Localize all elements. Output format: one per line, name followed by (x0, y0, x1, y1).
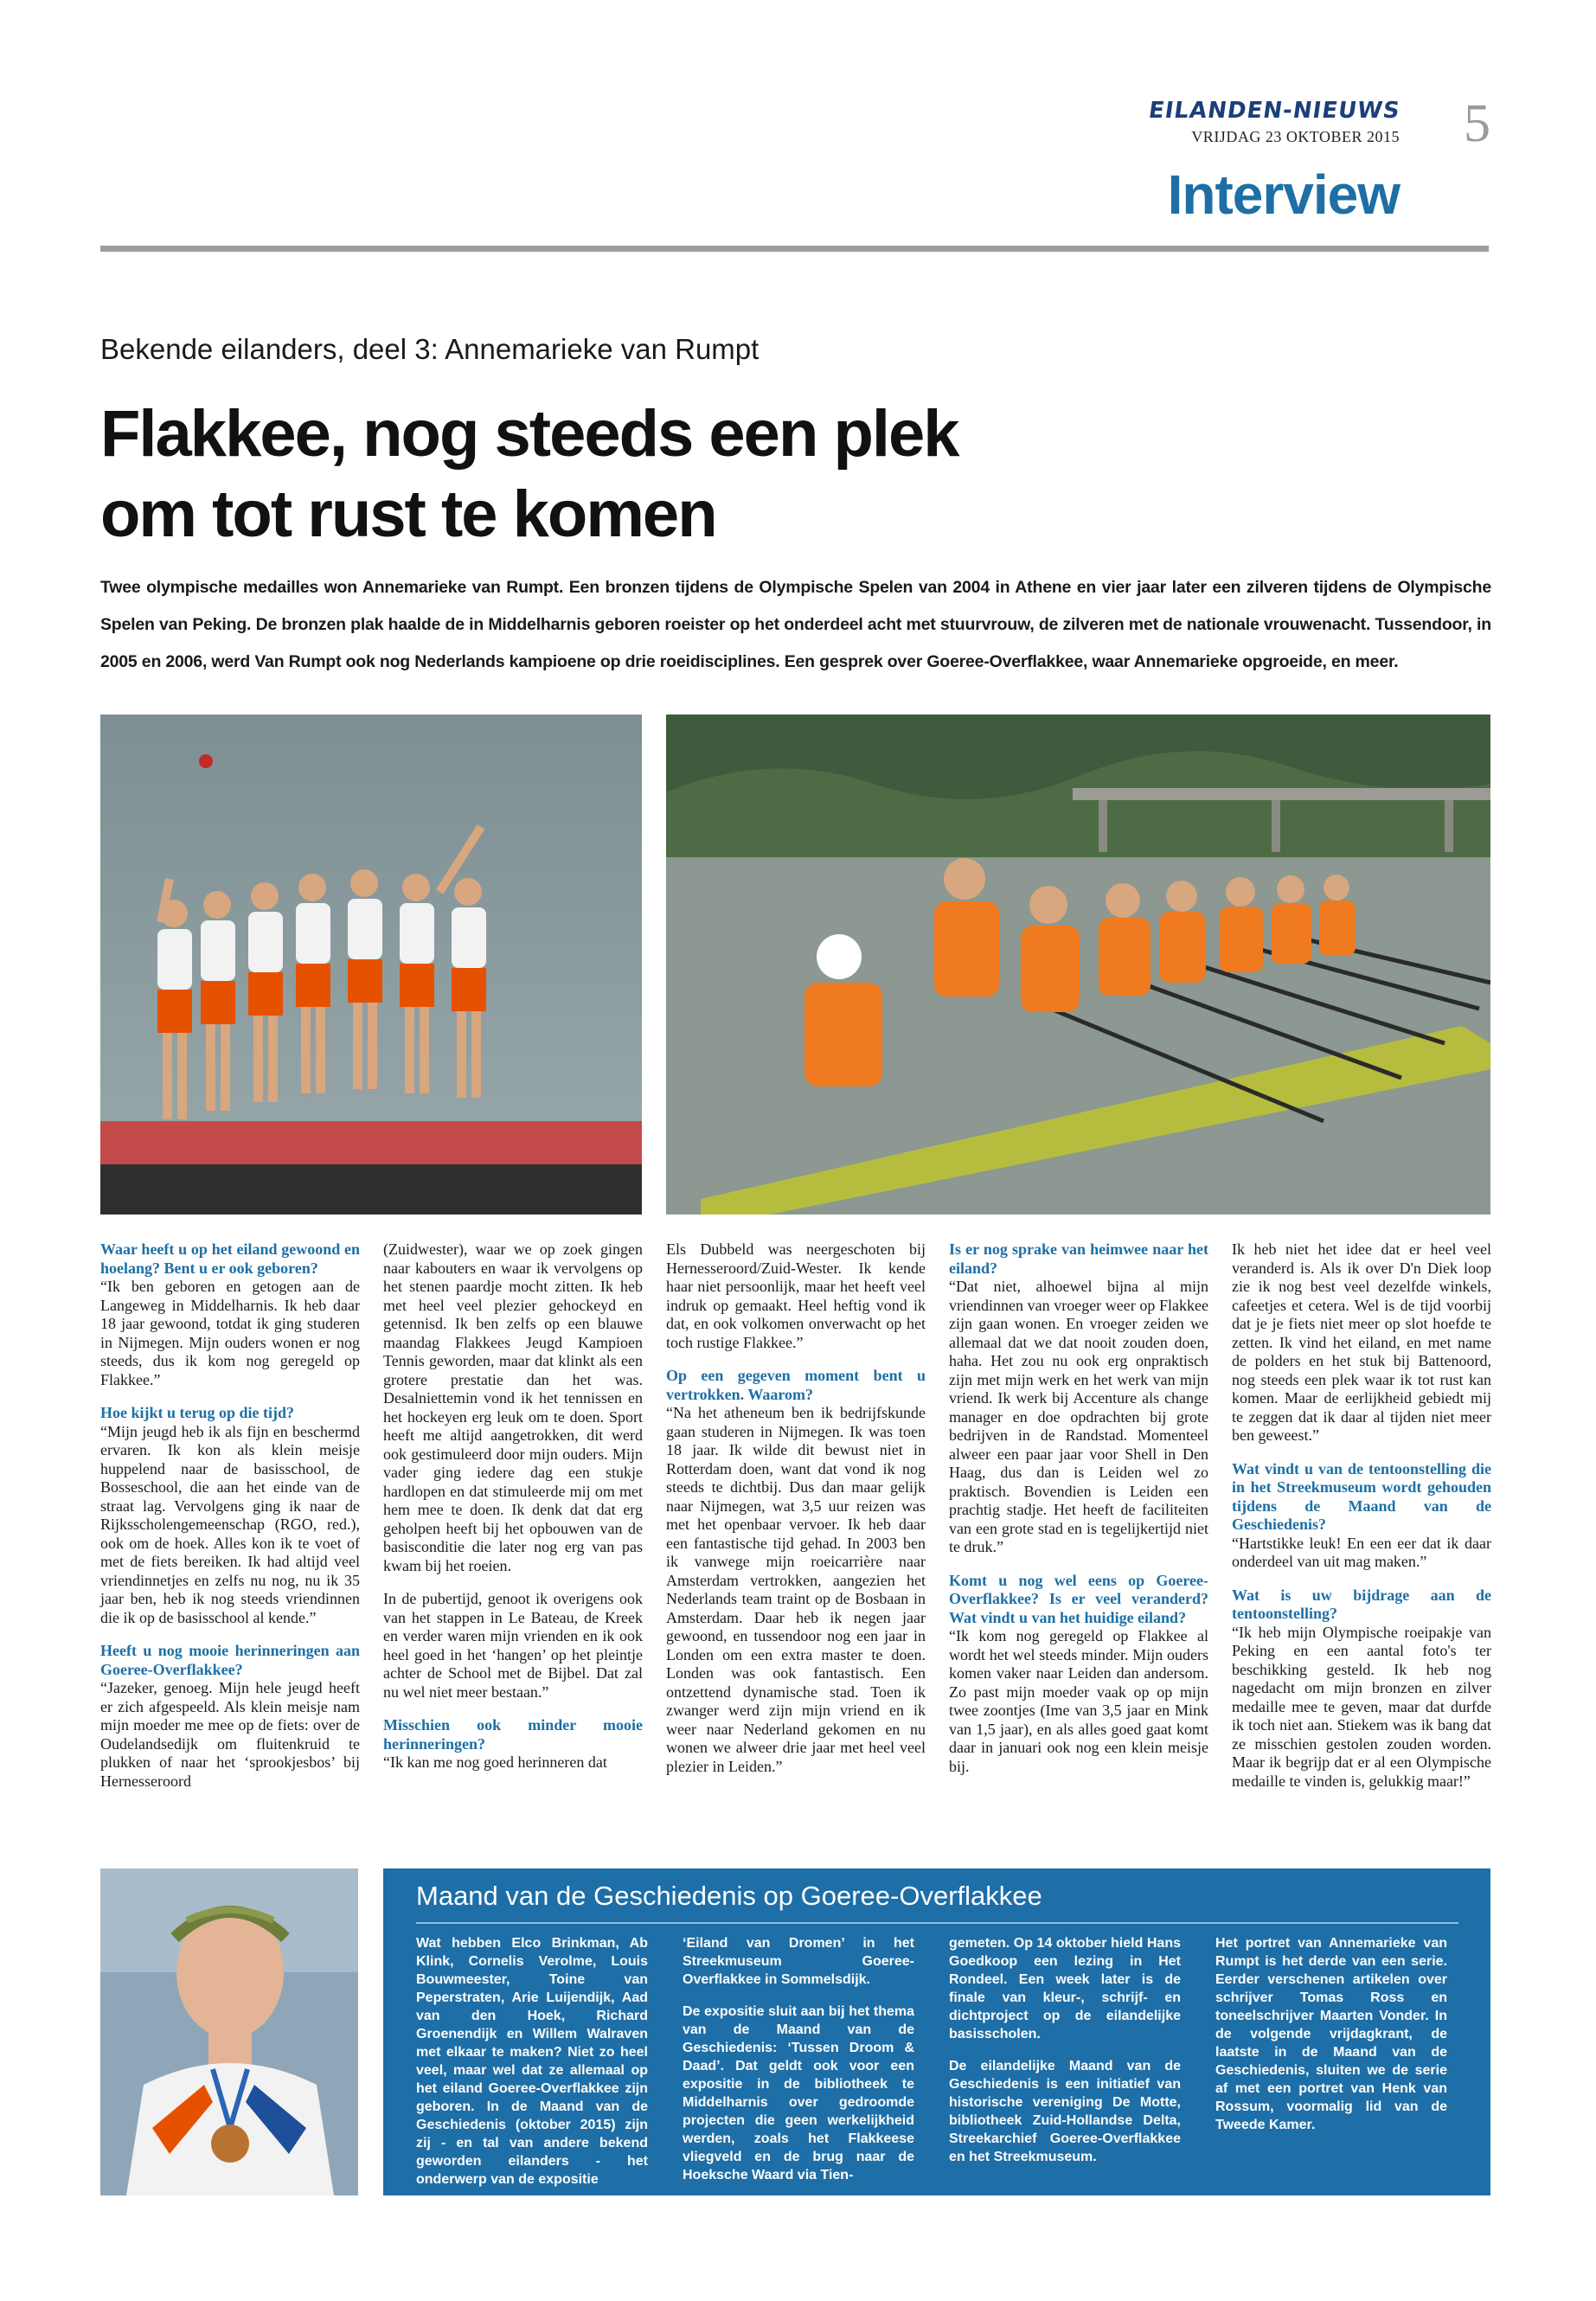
issue-date: VRIJDAG 23 OKTOBER 2015 (1191, 128, 1400, 145)
article-column-5 (1232, 1240, 1491, 1791)
interview-question: Hoe kijkt u terug op die tijd? (100, 1404, 295, 1421)
header-rule (100, 246, 1489, 252)
infobox-paragraph: De expositie sluit aan bij het thema van de Maand van de Geschiedenis: ‘Tussen Droom & Daad’. Dat geldt ook voor een expositie in de bibliotheek te Middelharnis over gedroomde projecten die geen werkelijkheid werden, zoals het Flakkeese vliegveld en de brug naar de Hoeksche Waard via Tien- (683, 2004, 914, 2182)
infobox-paragraph: De eilandelijke Maand van de Geschiedenis is een initiatief van historische vereniging De Motte, bibliotheek Zuid-Hollandse Delta, Streekarchief Goeree-Overflakkee en het Streekmuseum. (949, 2059, 1181, 2164)
infobox-paragraph: ‘Eiland van Dromen’ in het Streekmuseum Goeree-Overflakkee in Sommelsdijk. (683, 1936, 914, 1987)
interview-answer: (Zuidwester), waar we op zoek gingen naar kabouters en waar ik vervolgens op het stenen paardje mocht zitten. Ik heb met heel veel plezier gehockeyd en getennisd. Ik ben zelfs op een blauwe maandag Flakkees Jeugd Kampioen Tennis geworden, maar dat klinkt als een grotere prestatie dan het was. Desalniettemin vond ik het tennissen en het hockeyen erg leuk om te doen. Sport heeft me altijd aangetrokken, dit werd ook gestimuleerd door mijn ouders. Mijn vader ging iedere dag een stukje hardlopen en dat stimuleerde mij om met hem mee te doen. Ik denk dat dat erg geholpen heeft bij het opbouwen van de basisconditie die later nog erg van pas kwam bij het roeien. (383, 1240, 643, 1574)
interview-answer: “Ik heb mijn Olympische roeipakje van Peking en een aantal foto's ter beschikking gesteld. Ik heb nog nagedacht om mijn bronzen en zilver medaille mee te geven, maar dat durfde ik toch niet aan. Stiekem was ik bang dat ze misschien gestolen zouden worden. Maar ik begrijp dat er al een Olympische medaille te vinden is, gelukkig maar!” (1232, 1623, 1491, 1790)
interview-answer: “Ik kan me nog goed herinneren dat (383, 1753, 607, 1771)
photo-rowing-eight (666, 715, 1490, 1215)
page-number: 5 (1464, 94, 1490, 153)
interview-question: Heeft u nog mooie herinneringen aan Goeree-Overflakkee? (100, 1642, 360, 1678)
interview-question: Waar heeft u op het eiland gewoond en hoelang? Bent u er ook geboren? (100, 1240, 360, 1277)
infobox-paragraph: Het portret van Annemarieke van Rumpt is het derde van een serie. Eerder verschenen artikelen over schrijver Tomas Ross en toneelschrijver Maarten Vonder. In de volgende vrijdagkrant, de laatste in de Maand van de Geschiedenis, sluiten we de serie af met een portret van Henk van Rossum, voormalig lid van de Tweede Kamer. (1215, 1936, 1447, 2132)
article-headline (100, 394, 1225, 554)
infobox-title: Maand van de Geschiedenis op Goeree-Overflakkee (416, 1881, 1042, 1911)
interview-answer: Ik heb niet het idee dat er heel veel veranderd is. Als ik over D'n Diek loop zie ik nog best veel dezelfde winkels, cafeetjes et cetera. Wel is de tijd voorbij dat je je fiets niet meer op slot hoefde te zetten. Ik vind het eiland, en met name de polders en het stuk bij Battenoord, nog steeds een plek waar ik tot rust kan komen. Maar de eerlijkheid gebiedt mij te zeggen dat ik daar al tijden niet meer ben geweest.” (1232, 1240, 1491, 1444)
photo-team-celebrating (100, 715, 642, 1215)
infobox-column-4 (1215, 1934, 1447, 2134)
interview-answer: “Na het atheneum ben ik bedrijfskunde gaan studeren in Nijmegen. Ik was toen 18 jaar. Ik wilde dit bewust niet in Rotterdam doen, want dat vond ik nog steeds te dichtbij. Dus dan maar gelijk naar Nijmegen, wat 3,5 uur reizen was met het openbaar vervoer. Ik heb daar een fantastische tijd gehad. In 2003 ben ik vanwege mijn roeicarrière naar Amsterdam vertrokken, aangezien het Nederlands team traint op de Bosbaan in Amsterdam. Daar heb ik negen jaar gewoond, en tussendoor nog een jaar in Londen om een extra master te doen. Londen was ook fantastisch. Een ontzettend dynamische stad. Toen ik zwanger werd zijn mijn vriend en ik weer naar Nederland gekomen en nu wonen we alweer drie jaar met heel veel plezier in Leiden.” (666, 1404, 926, 1775)
interview-question: Op een gegeven moment bent u vertrokken. Waarom? (666, 1367, 926, 1403)
infobox-column-1 (416, 1934, 648, 2189)
interview-answer: “Dat niet, alhoewel bijna al mijn vriendinnen van vroeger weer op Flakkee zijn gaan wonen. En vroeger zeiden we allemaal dat we dat nooit zouden doen, haha. Het zou nu ook erg onpraktisch zijn met mijn werk en het werk van mijn vriend. Ik werk bij Accenture als change manager en doe opdrachten bij grote bedrijven in de Randstad. Momenteel alweer een paar jaar voor Shell in Den Haag, dus dan is Leiden wel zo praktisch. Bovendien is Leiden een prachtig stadje. Het heeft de faciliteiten van een grote stad en is tegelijkertijd niet te druk.” (949, 1278, 1208, 1555)
article-intro: Twee olympische medailles won Annemarieke van Rumpt. Een bronzen tijdens de Olympische Spelen van 2004 in Athene en vier jaar later een zilveren tijdens de Olympische Spelen van Peking. De bronzen plak haalde de in Middelharnis geboren roeister op het onderdeel acht met stuurvrouw, de zilveren met de nationale vrouwenacht. Tussendoor, in 2005 en 2006, werd Van Rumpt ook nog Nederlands kampioene op drie roeidisciplines. Een gesprek over Goeree-Overflakkee, waar Annemarieke opgroeide, en meer. (100, 578, 1491, 671)
infobox-column-2 (683, 1934, 914, 2184)
interview-answer: In de pubertijd, genoot ik overigens ook van het stappen in Le Bateau, de Kreek en verder waren mijn vrienden en ik ook heel goed in het ‘hangen’ op het pleintje achter de School met de Bijbel. Dat zal nu wel niet meer bestaan.” (383, 1590, 643, 1701)
headline-line: Flakkee, nog steeds een plek (100, 397, 958, 471)
publication-logo: EILANDEN-NIEUWS (1146, 98, 1402, 124)
interview-question: Komt u nog wel eens op Goeree-Overflakkee? Is er veel veranderd? Wat vindt u van het huidige eiland? (949, 1571, 1208, 1626)
infobox-paragraph: Wat hebben Elco Brinkman, Ab Klink, Cornelis Verolme, Louis Bouwmeester, Toine van Peperstraten, Arie Luijendijk, Aad van den Hoek, Richard Groenendijk en Willem Walraven met elkaar te maken? Niet zo heel veel, maar wel dat ze allemaal op het eiland Goeree-Overflakkee zijn geboren. In de Maand van de Geschiedenis (oktober 2015) zijn zij - en tal van andere bekend geworden eilanders - het onderwerp van de expositie (416, 1936, 648, 2187)
interview-question: Wat vindt u van de tentoonstelling die in het Streekmuseum wordt gehouden tijdens de Maand van de Geschiedenis? (1232, 1459, 1491, 1533)
interview-question: Is er nog sprake van heimwee naar het eiland? (949, 1240, 1208, 1277)
interview-answer: “Ik ben geboren en getogen aan de Langeweg in Middelharnis. Ik heb daar 18 jaar gewoond, totdat ik ging studeren in Nijmegen. Mijn ouders wonen er nog steeds, dus ik kom nog geregeld op Flakkee.” (100, 1278, 360, 1388)
article-column-2 (383, 1240, 643, 1772)
infobox-rule (416, 1922, 1458, 1924)
article-column-1 (100, 1240, 360, 1791)
article-kicker: Bekende eilanders, deel 3: Annemarieke van Rumpt (100, 333, 760, 365)
infobox-column-3 (949, 1934, 1181, 2166)
interview-question: Wat is uw bijdrage aan de tentoonstelling? (1232, 1586, 1491, 1622)
interview-question: Misschien ook minder mooie herinneringen? (383, 1716, 643, 1753)
interview-answer: “Hartstikke leuk! En een eer dat ik daar onderdeel van uit mag maken.” (1232, 1534, 1491, 1570)
interview-answer: Els Dubbeld was neergeschoten bij Hernesseroord/Zuid-Wester. Ik kende haar niet persoonlijk, maar het heeft veel indruk op gemaakt. Heel heftig vond ik dat, en ook volkomen onverwacht op het toch rustige Flakkee.” (666, 1240, 926, 1351)
interview-answer: “Ik kom nog geregeld op Flakkee al wordt het wel steeds minder. Mijn ouders komen vaker naar Leiden dan andersom. Zo past mijn moeder vaak op op mijn twee zoontjes (Ime van 3,5 jaar en Mink van 1,5 jaar), en als alles goed gaat komt daar in januari ook nog een klein meisje bij. (949, 1627, 1208, 1775)
interview-answer: “Jazeker, genoeg. Mijn hele jeugd heeft er zich afgespeeld. Als klein meisje nam mijn moeder me mee op de fiets: over de Oudelandsedijk om fluitenkruid te plukken of naar het ‘sprookjesbos’ bij Hernesseroord (100, 1679, 360, 1790)
sidebar-infobox (383, 1868, 1490, 2195)
interview-answer: “Mijn jeugd heb ik als fijn en beschermd ervaren. Ik kon als klein meisje huppelend naar de basisschool, de Bosseschool, die aan het einde van de straat lag. Vervolgens ging ik naar de Rijksscholengemeenschap (RGO, red.), ook om de hoek. Alles kon ik te voet of met de fiets bereiken. Ik had altijd veel vriendinnetjes en zelfs nu nog, nu ik 35 jaar ben, heb ik nog steeds vriendinnen die ik op de basisschool al kende.” (100, 1422, 360, 1626)
article-column-3 (666, 1240, 926, 1776)
headline-line: om tot rust te komen (100, 478, 716, 551)
infobox-paragraph: gemeten. Op 14 oktober hield Hans Goedkoop een lezing in Het Rondeel. Een week later is de finale van kleur-, schrijf- en dichtproject op de eilandelijke basisscholen. (949, 1936, 1181, 2041)
article-column-4 (949, 1240, 1208, 1776)
section-label: Interview (1167, 163, 1400, 226)
photo-athlete-portrait (100, 1868, 358, 2195)
